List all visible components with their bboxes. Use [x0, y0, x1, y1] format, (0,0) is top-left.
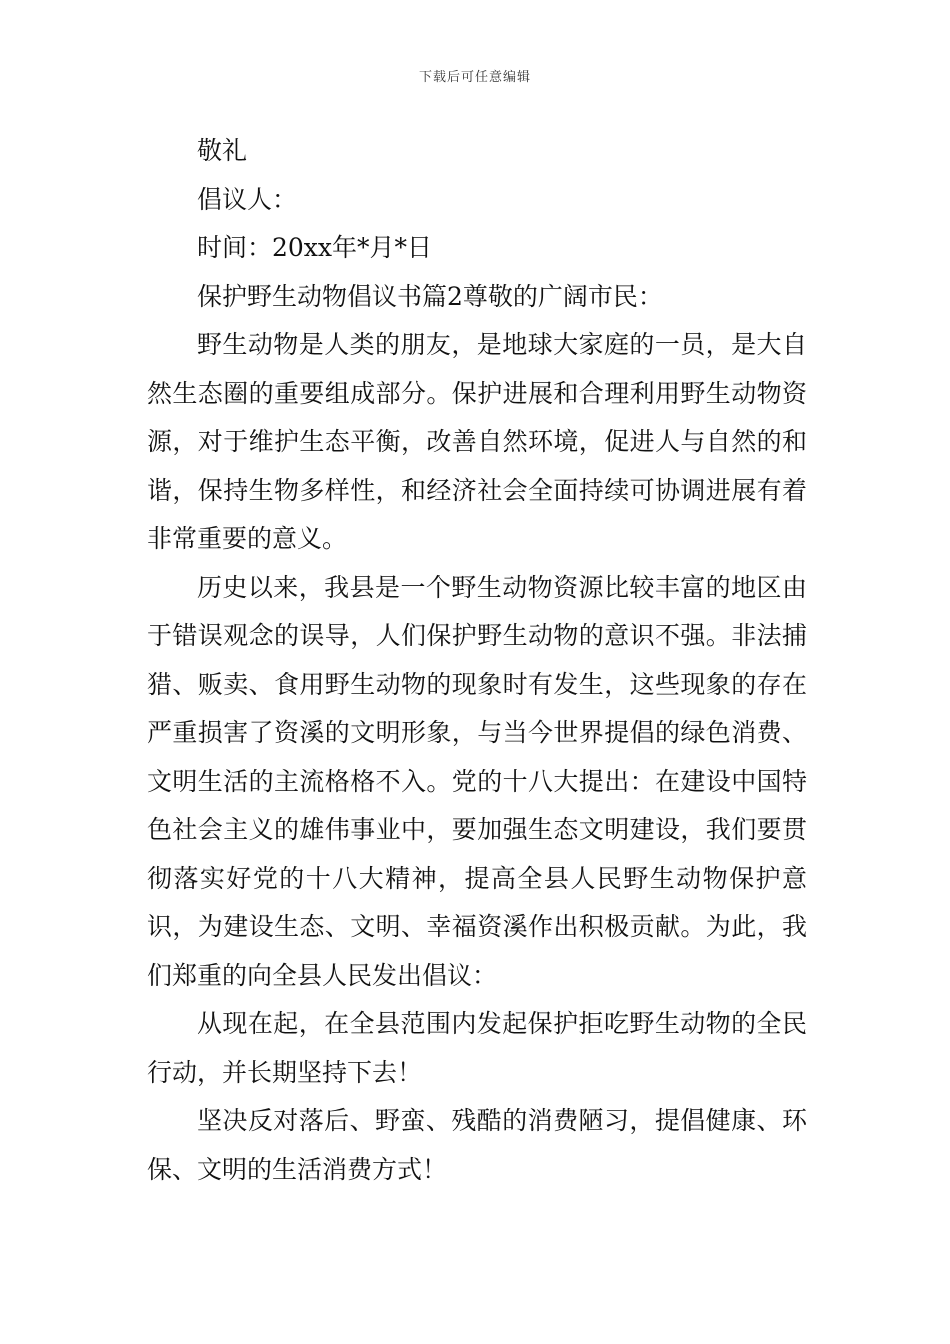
closing-salutation: 敬礼 — [197, 136, 248, 165]
document-body — [147, 127, 807, 1194]
paragraph: 从现在起，在全县范围内发起保护拒吃野生动物的全民行动，并长期坚持下去！ — [147, 1009, 807, 1087]
section-heading: 保护野生动物倡议书篇2尊敬的广阔市民： — [197, 281, 663, 311]
paragraph: 历史以来，我县是一个野生动物资源比较丰富的地区由于错误观念的误导，人们保护野生动物的意识不强。非法捕猎、贩卖、食用野生动物的现象时有发生，这些现象的存在严重损害了资溪的文明形象，与当今世界提倡的绿色消费、文明生活的主流格格不入。党的十八大提出：在建设中国特色社会主义的雄伟事业中，要加强生态文明建设，我们要贯彻落实好党的十八大精神，提高全县人民野生动物保护意识，为建设生态、文明、幸福资溪作出积极贡献。为此，我们郑重的向全县人民发出倡议： — [147, 572, 807, 990]
proposer-line: 倡议人： — [197, 184, 298, 214]
paragraph: 坚决反对落后、野蛮、残酷的消费陋习，提倡健康、环保、文明的生活消费方式！ — [147, 1106, 807, 1184]
paragraph: 野生动物是人类的朋友，是地球大家庭的一员，是大自然生态圈的重要组成部分。保护进展和合理利用野生动物资源，对于维护生态平衡，改善自然环境，促进人与自然的和谐，保持生物多样性，和经济社会全面持续可协调进展有着非常重要的意义。 — [147, 330, 807, 553]
date-line: 时间：20xx年*月*日 — [197, 233, 433, 262]
page-header-note: 下载后可任意编辑 — [418, 70, 531, 85]
